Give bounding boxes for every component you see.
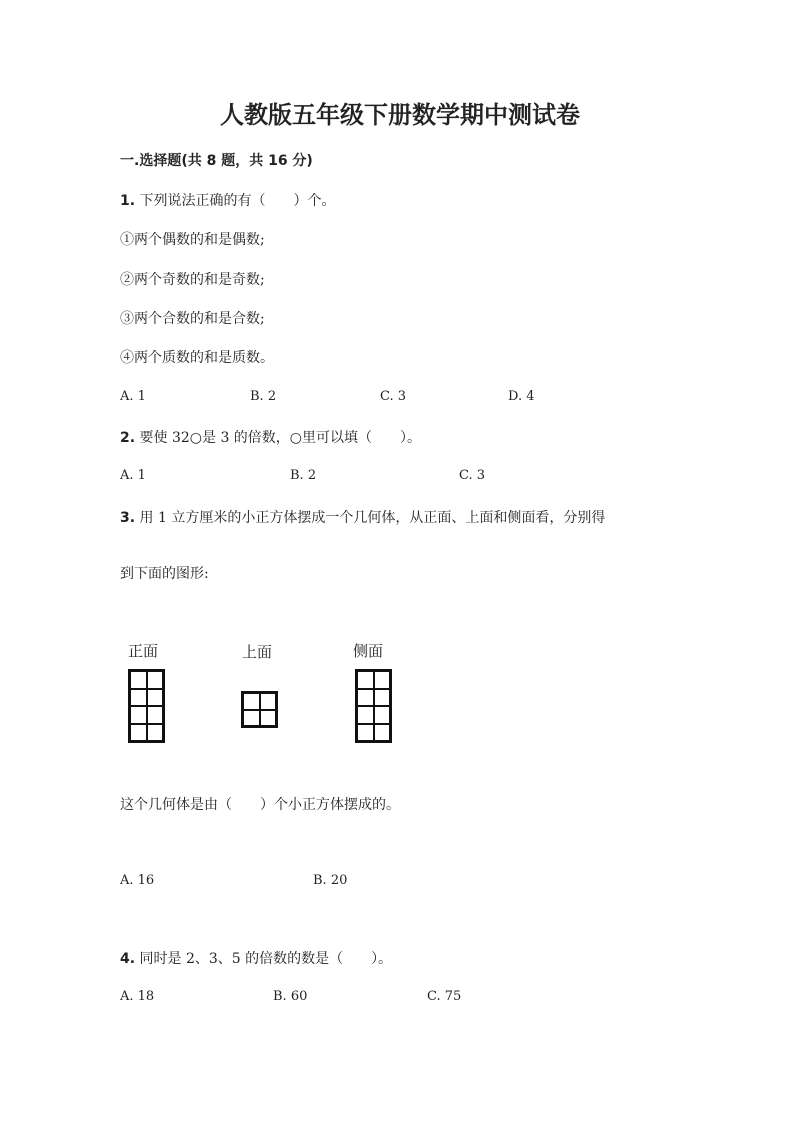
top-view-label: 上面 — [242, 643, 273, 661]
front-view-label: 正面 — [128, 642, 159, 660]
question-number: 4. — [120, 951, 136, 967]
grid-cell — [374, 724, 391, 742]
grid-cell — [147, 689, 164, 707]
option-d: D. 4 — [508, 389, 535, 404]
grid-cell — [147, 724, 164, 742]
grid-cell — [130, 724, 147, 742]
option-a: A. 1 — [120, 468, 146, 483]
question-text-continued: 到下面的图形: — [120, 566, 209, 582]
section-heading: 一.选择题(共 8 题，共 16 分) — [120, 153, 313, 169]
grid-cell — [147, 671, 164, 689]
side-view-grid — [355, 669, 392, 743]
question-text: 要使 32○是 3 的倍数，○里可以填（ ）。 — [139, 430, 422, 446]
grid-cell — [130, 706, 147, 724]
question-number: 1. — [120, 193, 136, 209]
option-b: B. 2 — [250, 389, 277, 404]
question-text: 用 1 立方厘米的小正方体摆成一个几何体，从正面、上面和侧面看，分别得 — [139, 510, 606, 526]
side-view-label: 侧面 — [353, 642, 384, 660]
grid-cell — [374, 671, 391, 689]
grid-cell — [374, 706, 391, 724]
grid-cell — [243, 693, 260, 710]
grid-cell — [260, 693, 277, 710]
question-number: 2. — [120, 430, 136, 446]
option-c: C. 3 — [380, 389, 407, 404]
question-3 — [120, 507, 605, 527]
option-b: B. 2 — [290, 468, 317, 483]
statement-2: ②两个奇数的和是奇数; — [120, 272, 265, 288]
grid-cell — [243, 710, 260, 727]
option-a: A. 16 — [120, 873, 155, 888]
option-b: B. 20 — [313, 873, 348, 888]
grid-cell — [130, 671, 147, 689]
statement-1: ①两个偶数的和是偶数; — [120, 232, 265, 248]
question-2 — [120, 427, 421, 447]
grid-cell — [357, 706, 374, 724]
statement-3: ③两个合数的和是合数; — [120, 311, 265, 327]
question-1 — [120, 190, 336, 210]
grid-cell — [357, 689, 374, 707]
grid-cell — [374, 689, 391, 707]
option-c: C. 75 — [427, 989, 462, 1004]
option-c: C. 3 — [459, 468, 486, 483]
grid-cell — [147, 706, 164, 724]
question-3-prompt: 这个几何体是由（ ）个小正方体摆成的。 — [120, 797, 400, 813]
question-number: 3. — [120, 510, 136, 526]
question-text: 下列说法正确的有（ ）个。 — [139, 193, 336, 209]
option-a: A. 1 — [120, 389, 146, 404]
question-4 — [120, 948, 392, 968]
option-b: B. 60 — [273, 989, 308, 1004]
top-view-grid — [241, 691, 278, 728]
page-title: 人教版五年级下册数学期中测试卷 — [220, 101, 580, 129]
option-a: A. 18 — [120, 989, 155, 1004]
front-view-grid — [128, 669, 165, 743]
statement-4: ④两个质数的和是质数。 — [120, 350, 274, 366]
grid-cell — [260, 710, 277, 727]
question-text: 同时是 2、3、5 的倍数的数是（ ）。 — [139, 951, 393, 967]
grid-cell — [357, 724, 374, 742]
grid-cell — [357, 671, 374, 689]
grid-cell — [130, 689, 147, 707]
